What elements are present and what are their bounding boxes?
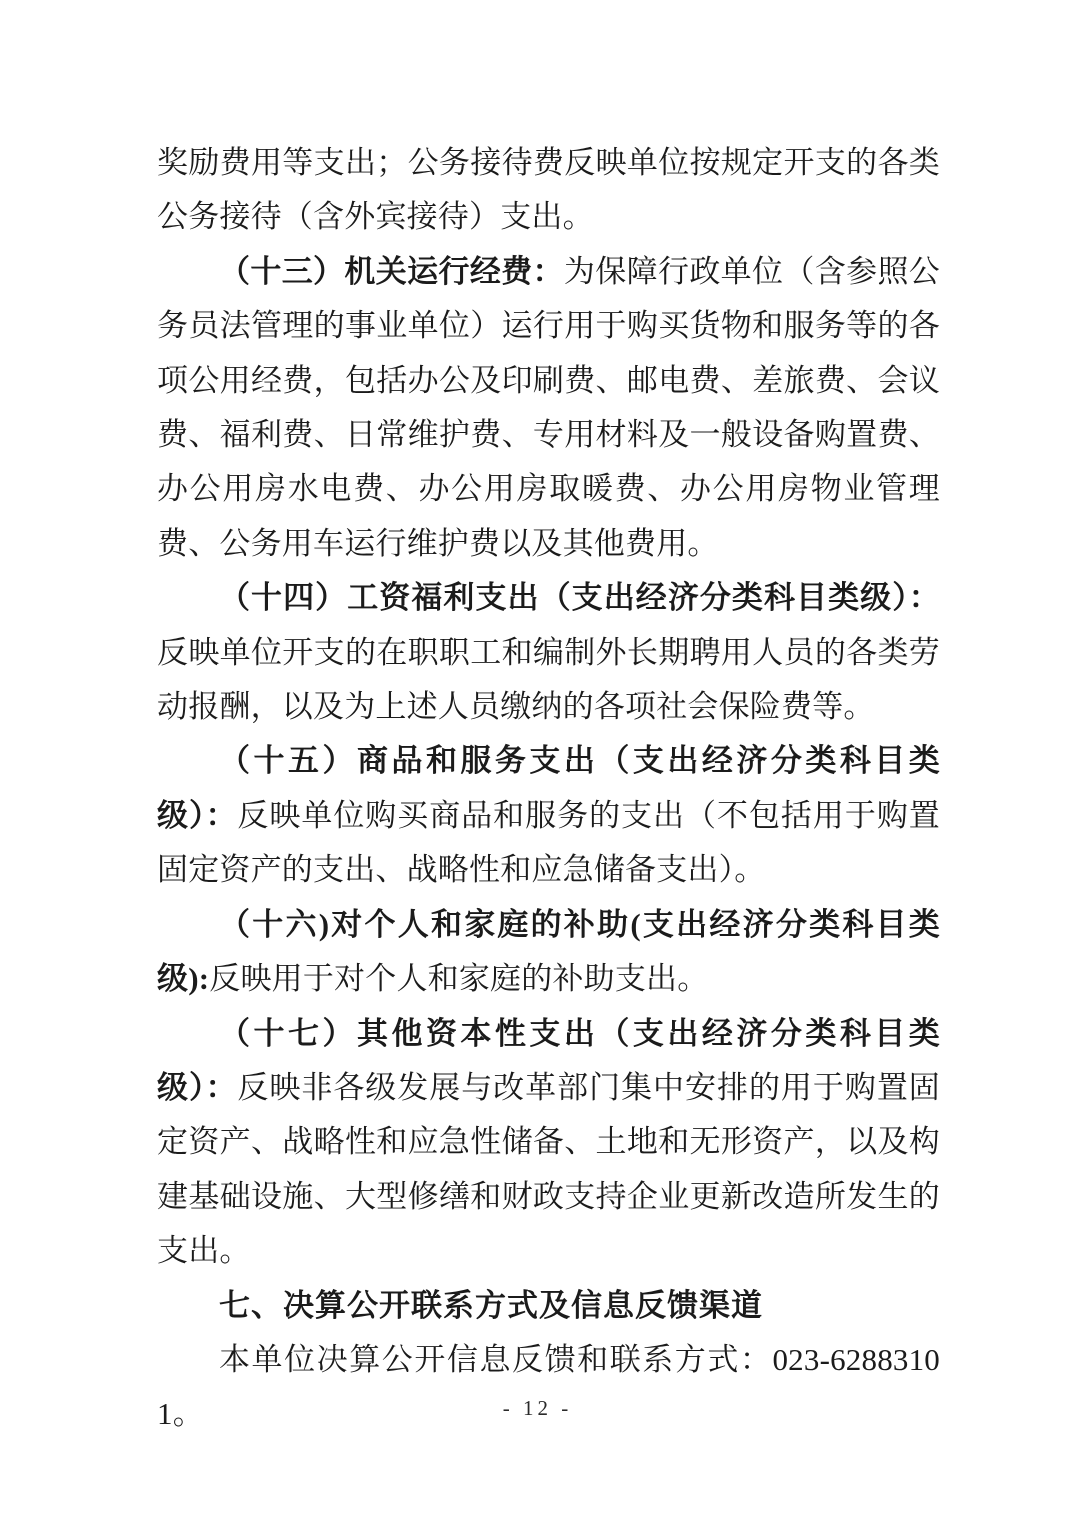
- paragraph-text: 为保障行政单位（含参照公务员法管理的事业单位）运行用于购买货物和服务等的各项公用经费，包括办公及印刷费、邮电费、差旅费、会议费、福利费、日常维护费、专用材料及一般设备购置费、办公用房水电费、办公用房取暖费、办公用房物业管理费、公务用车运行维护费以及其他费用。: [157, 253, 941, 561]
- paragraph-item-15: [157, 734, 940, 897]
- document-page-content: [157, 136, 940, 1442]
- paragraph-run-in-heading: （十七）其他资本性支出（支出经济分类科目类级）：: [157, 1015, 940, 1105]
- paragraph-text: 反映非各级发展与改革部门集中安排的用于购置固定资产、战略性和应急性储备、土地和无形资产，以及构建基础设施、大型修缮和财政支持企业更新改造所发生的支出。: [157, 1069, 940, 1269]
- paragraph-item-16: [157, 898, 940, 1007]
- paragraph-run-in-heading: 七、决算公开联系方式及信息反馈渠道: [219, 1287, 763, 1323]
- paragraph-run-in-heading: （十五）商品和服务支出（支出经济分类科目类级）：: [157, 743, 940, 833]
- paragraph-item-17: [157, 1007, 940, 1279]
- paragraph-text: 反映单位开支的在职职工和编制外长期聘用人员的各类劳动报酬，以及为上述人员缴纳的各项社会保险费等。: [157, 634, 940, 725]
- paragraph-run-in-heading: （十六)对个人和家庭的补助(支出经济分类科目类级):: [157, 906, 940, 997]
- paragraph-text: 本单位决算公开信息反馈和联系方式：023-62883101。: [157, 1341, 940, 1432]
- paragraph-text: 反映单位购买商品和服务的支出（不包括用于购置固定资产的支出、战略性和应急储备支出）。: [157, 797, 940, 888]
- paragraph-run-in-heading: （十三）机关运行经费：: [219, 253, 564, 289]
- paragraph-contact: [157, 1333, 940, 1442]
- paragraph-continuation: [157, 136, 940, 245]
- paragraph-item-13: [157, 245, 940, 571]
- page-number: - 12 -: [502, 1396, 573, 1420]
- paragraph-text: 奖励费用等支出；公务接待费反映单位按规定开支的各类公务接待（含外宾接待）支出。: [157, 145, 940, 235]
- paragraph-text: 反映用于对个人和家庭的补助支出。: [209, 961, 709, 997]
- section-heading-7: [157, 1279, 940, 1333]
- paragraph-run-in-heading: （十四）工资福利支出（支出经济分类科目类级）：: [219, 580, 940, 616]
- paragraph-item-14: [157, 571, 940, 734]
